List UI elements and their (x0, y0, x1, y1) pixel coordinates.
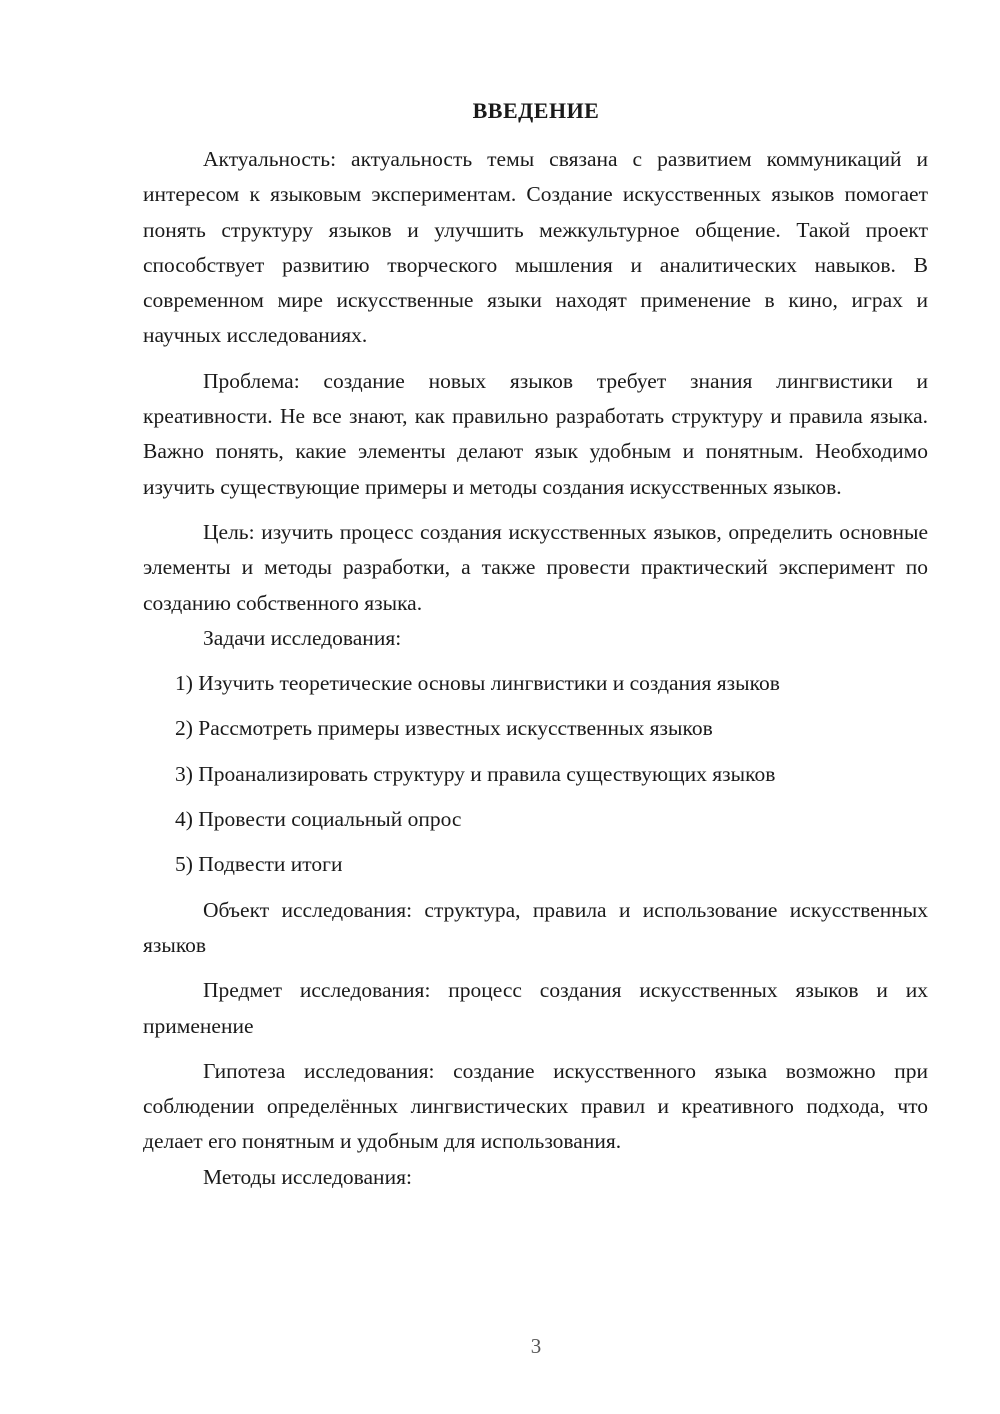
goal-paragraph: Цель: изучить процесс создания искусственных языков, определить основные элементы и методы разработки, а также провести практический эксперимент по созданию собственного языка. (143, 519, 928, 615)
problem-paragraph: Проблема: создание новых языков требует знания лингвистики и креативности. Не все знают, как правильно разработать структуру и правила языка. Важно понять, какие элементы делают язык удобным и понятным. Необходимо изучить существующие примеры и методы создания искусственных языков. (143, 368, 928, 499)
document-body (143, 142, 928, 1195)
methods-heading: Методы исследования: (203, 1164, 412, 1189)
task-item: 1) Изучить теоретические основы лингвистики и создания языков (175, 671, 780, 696)
task-item: 3) Проанализировать структуру и правила существующих языков (175, 761, 776, 786)
task-item: 2) Рассмотреть примеры известных искусственных языков (175, 716, 713, 741)
task-item: 4) Провести социальный опрос (175, 807, 462, 832)
task-item: 5) Подвести итоги (175, 852, 343, 877)
object-paragraph: Объект исследования: структура, правила и использование искусственных языков (143, 897, 928, 957)
page-title: ВВЕДЕНИЕ (472, 98, 600, 123)
tasks-heading: Задачи исследования: (203, 625, 402, 650)
relevance-paragraph: Актуальность: актуальность темы связана с развитием коммуникаций и интересом к языковым экспериментам. Создание искусственных языков помогает понять структуру языков и улучшить межкультурное общение. Такой проект способствует развитию творческого мышления и аналитических навыков. В современном мире искусственные языки находят применение в кино, играх и научных исследованиях. (143, 147, 928, 348)
subject-paragraph: Предмет исследования: процесс создания искусственных языков и их применение (143, 978, 928, 1038)
hypothesis-paragraph: Гипотеза исследования: создание искусственного языка возможно при соблюдении определённых лингвистических правил и креативного подхода, что делает его понятным и удобным для использования. (143, 1058, 928, 1154)
page-number: 3 (530, 1334, 542, 1358)
tasks-list (143, 666, 928, 882)
